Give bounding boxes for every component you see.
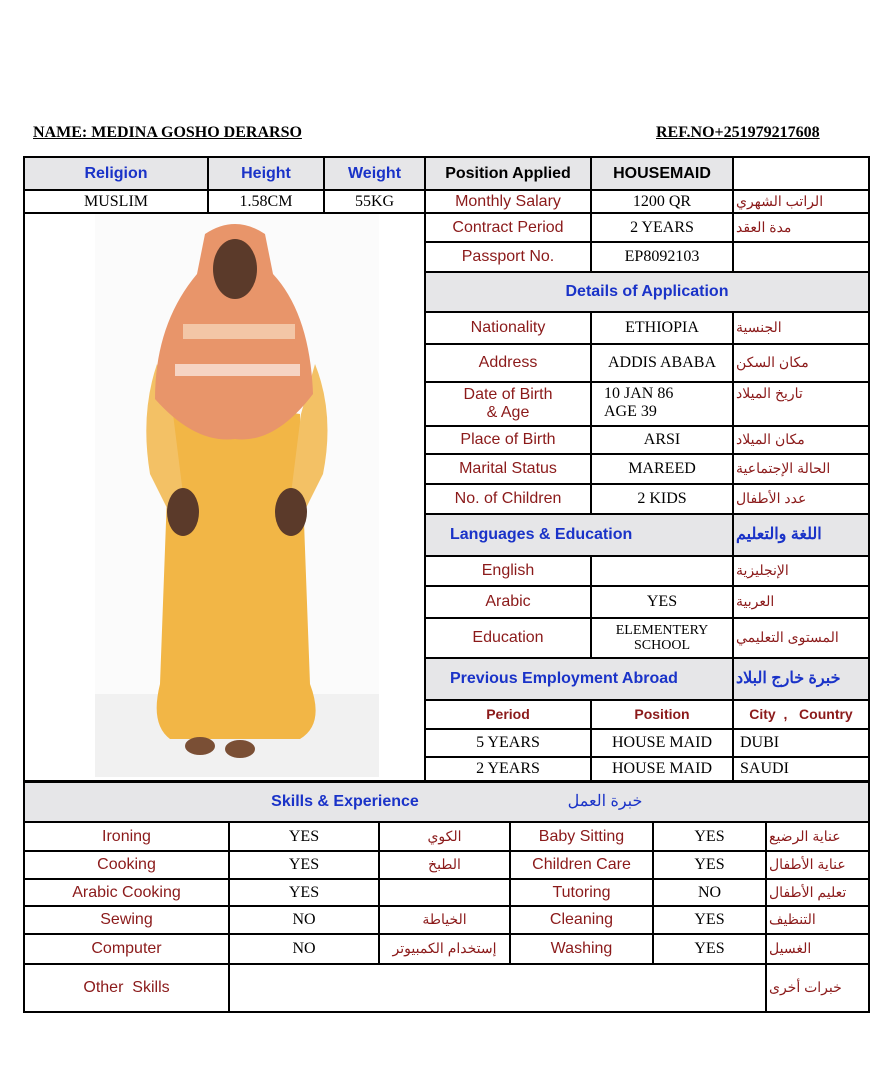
employment-row-position: HOUSE MAID [591,729,733,757]
religion-value: MUSLIM [24,190,208,213]
skill-right-value: YES [653,851,766,879]
arabic-label: Arabic [425,586,591,618]
arabic-ar: العربية [733,586,869,618]
weight-label: Weight [324,157,425,190]
reference-number: REF.NO+251979217608 [656,124,820,141]
skill-left-value: YES [229,851,379,879]
dob-label: Date of Birth & Age [425,382,591,426]
education-label: Education [425,618,591,658]
nationality-value: ETHIOPIA [591,312,733,344]
skill-right-value: NO [653,879,766,906]
languages-title: Languages & Education [425,514,733,556]
passport-blank [733,242,869,272]
employment-title-ar: خبرة خارج البلاد [733,658,869,700]
employment-title: Previous Employment Abroad [425,658,733,700]
marital-status-ar: الحالة الإجتماعية [733,454,869,484]
skill-right-ar: الغسيل [766,934,869,964]
arabic-value: YES [591,586,733,618]
skills-title: Skills & Experience [271,793,419,811]
height-label: Height [208,157,324,190]
address-value: ADDIS ABABA [591,344,733,382]
employment-header-period: Period [425,700,591,729]
skill-right-ar: تعليم الأطفال [766,879,869,906]
skill-right-value: YES [653,934,766,964]
skill-right-label: Cleaning [510,906,653,934]
skill-left-label: Sewing [24,906,229,934]
address-label: Address [425,344,591,382]
place-of-birth-label: Place of Birth [425,426,591,454]
english-value [591,556,733,586]
nationality-label: Nationality [425,312,591,344]
position-applied-value: HOUSEMAID [591,157,733,190]
nationality-ar: الجنسية [733,312,869,344]
other-skills-ar: خبرات أخرى [766,964,869,1012]
skill-left-ar: الكوي [379,822,510,851]
place-of-birth-ar: مكان الميلاد [733,426,869,454]
skill-right-label: Tutoring [510,879,653,906]
languages-title-ar: اللغة والتعليم [733,514,869,556]
address-ar: مكان السكن [733,344,869,382]
english-ar: الإنجليزية [733,556,869,586]
candidate-photo [95,214,379,777]
monthly-salary-ar: الراتب الشهري [733,190,869,213]
marital-status-label: Marital Status [425,454,591,484]
passport-label: Passport No. [425,242,591,272]
place-of-birth-value: ARSI [591,426,733,454]
skill-right-label: Baby Sitting [510,822,653,851]
education-value: ELEMENTERY SCHOOL [591,618,733,658]
skill-right-label: Children Care [510,851,653,879]
dob-value: 10 JAN 86 AGE 39 [591,382,733,426]
skill-left-ar: إستخدام الكمبيوتر [379,934,510,964]
skill-left-label: Computer [24,934,229,964]
employment-row-period: 2 YEARS [425,757,591,781]
height-value: 1.58CM [208,190,324,213]
position-applied-blank [733,157,869,190]
weight-value: 55KG [324,190,425,213]
skill-left-label: Ironing [24,822,229,851]
passport-value: EP8092103 [591,242,733,272]
employment-row-period: 5 YEARS [425,729,591,757]
skill-right-value: YES [653,822,766,851]
children-label: No. of Children [425,484,591,514]
skill-right-ar: عناية الرضيع [766,822,869,851]
other-skills-value [229,964,766,1012]
skill-right-value: YES [653,906,766,934]
education-ar: المستوى التعليمي [733,618,869,658]
skill-left-ar: الخياطة [379,906,510,934]
skill-right-label: Washing [510,934,653,964]
employment-row-city: DUBI [733,729,869,757]
skill-left-ar: الطبخ [379,851,510,879]
skill-left-label: Arabic Cooking [24,879,229,906]
english-label: English [425,556,591,586]
contract-period-value: 2 YEARS [591,213,733,242]
skill-left-value: NO [229,934,379,964]
skill-right-ar: التنظيف [766,906,869,934]
other-skills-label: Other Skills [24,964,229,1012]
religion-label: Religion [24,157,208,190]
children-value: 2 KIDS [591,484,733,514]
skill-left-value: YES [229,879,379,906]
children-ar: عدد الأطفال [733,484,869,514]
contract-period-label: Contract Period [425,213,591,242]
employment-header-position: Position [591,700,733,729]
monthly-salary-value: 1200 QR [591,190,733,213]
skill-left-label: Cooking [24,851,229,879]
contract-period-ar: مدة العقد [733,213,869,242]
skill-left-ar [379,879,510,906]
employment-header-city: City , Country [733,700,869,729]
skill-right-ar: عناية الأطفال [766,851,869,879]
position-applied-label: Position Applied [425,157,591,190]
employment-row-position: HOUSE MAID [591,757,733,781]
skill-left-value: YES [229,822,379,851]
marital-status-value: MAREED [591,454,733,484]
skills-title-ar: خبرة العمل [567,793,643,811]
dob-ar: تاريخ الميلاد [733,382,869,426]
monthly-salary-label: Monthly Salary [425,190,591,213]
candidate-name: NAME: MEDINA GOSHO DERARSO [33,124,302,141]
details-title: Details of Application [425,272,869,312]
employment-row-city: SAUDI [733,757,869,781]
skill-left-value: NO [229,906,379,934]
